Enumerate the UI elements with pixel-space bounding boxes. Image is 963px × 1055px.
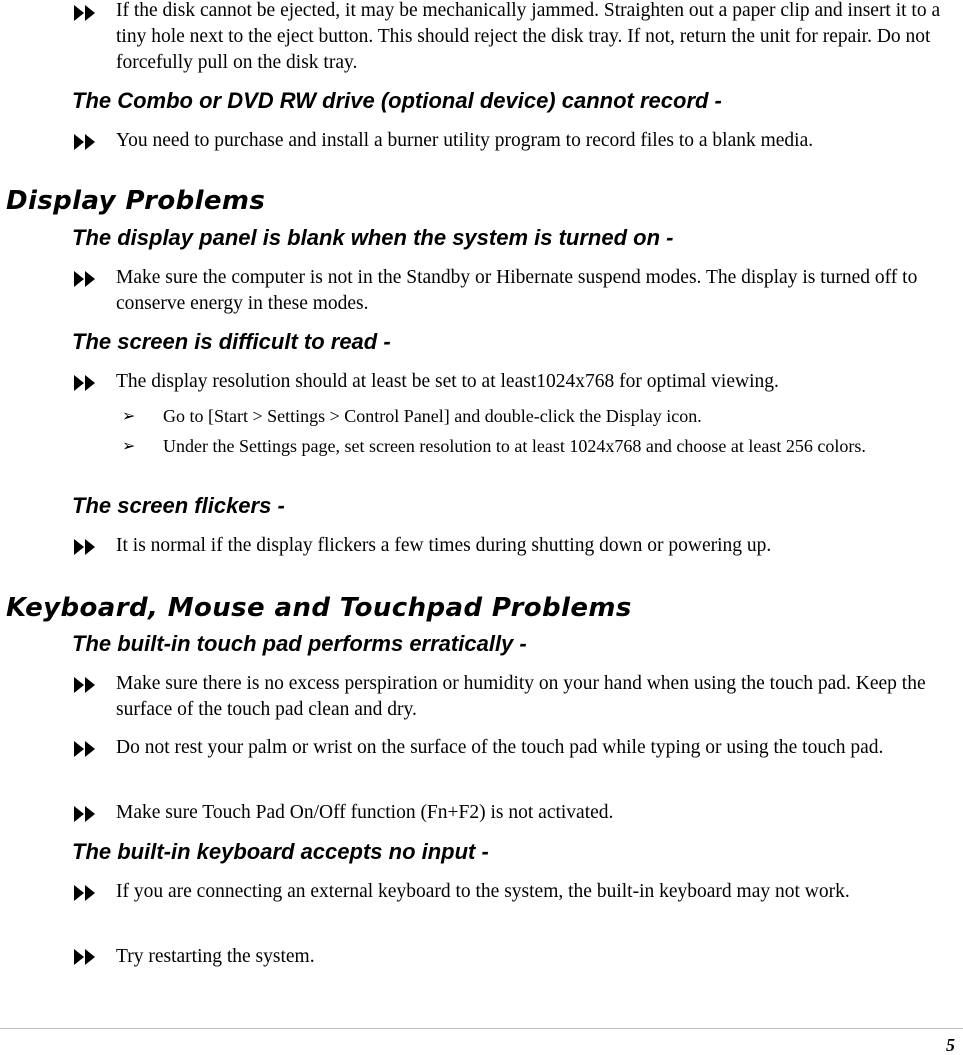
issue-heading: The built-in touch pad performs erratically - xyxy=(72,631,527,656)
bullet-text: You need to purchase and install a burner utility program to record files to a blank media. xyxy=(116,130,814,151)
bullet-text: The display resolution should at least be set to at least1024x768 for optimal viewing. xyxy=(116,371,779,392)
double-arrow-bullet-icon xyxy=(74,133,98,151)
bullet-text: If you are connecting an external keyboard to the system, the built-in keyboard may not work. xyxy=(116,881,850,902)
double-arrow-bullet-icon xyxy=(74,676,98,694)
double-arrow-bullet-icon xyxy=(74,538,98,556)
page-number: 5 xyxy=(946,1035,955,1055)
double-arrow-bullet-icon xyxy=(74,884,98,902)
bullet-text: Make sure Touch Pad On/Off function (Fn+F2) is not activated. xyxy=(116,802,614,823)
issue-heading: The screen flickers - xyxy=(72,493,285,518)
double-arrow-bullet-icon xyxy=(74,805,98,823)
issue-heading: The screen is difficult to read - xyxy=(72,329,391,354)
sub-bullet-text: Go to [Start > Settings > Control Panel] and double-click the Display icon. xyxy=(163,406,702,426)
arrowhead-bullet-icon: ➢ xyxy=(122,436,136,455)
issue-heading: The Combo or DVD RW drive (optional device) cannot record - xyxy=(72,88,722,113)
double-arrow-bullet-icon xyxy=(74,374,98,392)
bullet-text: Make sure the computer is not in the Standby or Hibernate suspend modes. The display is turned off to conserve energy in these modes. xyxy=(116,267,918,314)
bullet-text: It is normal if the display flickers a few times during shutting down or powering up. xyxy=(116,535,772,556)
issue-heading: The display panel is blank when the system is turned on - xyxy=(72,225,674,250)
footer-divider xyxy=(0,1028,963,1029)
bullet-text: Try restarting the system. xyxy=(116,946,315,967)
double-arrow-bullet-icon xyxy=(74,270,98,288)
section-heading: Keyboard, Mouse and Touchpad Problems xyxy=(6,593,632,623)
double-arrow-bullet-icon xyxy=(74,740,98,758)
double-arrow-bullet-icon xyxy=(74,948,98,966)
bullet-text: Make sure there is no excess perspiration or humidity on your hand when using the touch pad. Keep the surface of the touch pad clean and dry. xyxy=(116,673,926,720)
issue-heading: The built-in keyboard accepts no input - xyxy=(72,839,489,864)
section-heading: Display Problems xyxy=(6,186,266,216)
bullet-text: If the disk cannot be ejected, it may be mechanically jammed. Straighten out a paper clip and insert it to a tiny hole next to the eject button. This should reject the disk tray. If not, return the unit for repair. Do not forcefully pull on the disk tray. xyxy=(116,0,941,73)
arrowhead-bullet-icon: ➢ xyxy=(122,406,136,425)
bullet-text: Do not rest your palm or wrist on the surface of the touch pad while typing or using the touch pad. xyxy=(116,737,884,758)
double-arrow-bullet-icon xyxy=(74,4,98,22)
sub-bullet-text: Under the Settings page, set screen resolution to at least 1024x768 and choose at least 256 colors. xyxy=(163,436,866,456)
